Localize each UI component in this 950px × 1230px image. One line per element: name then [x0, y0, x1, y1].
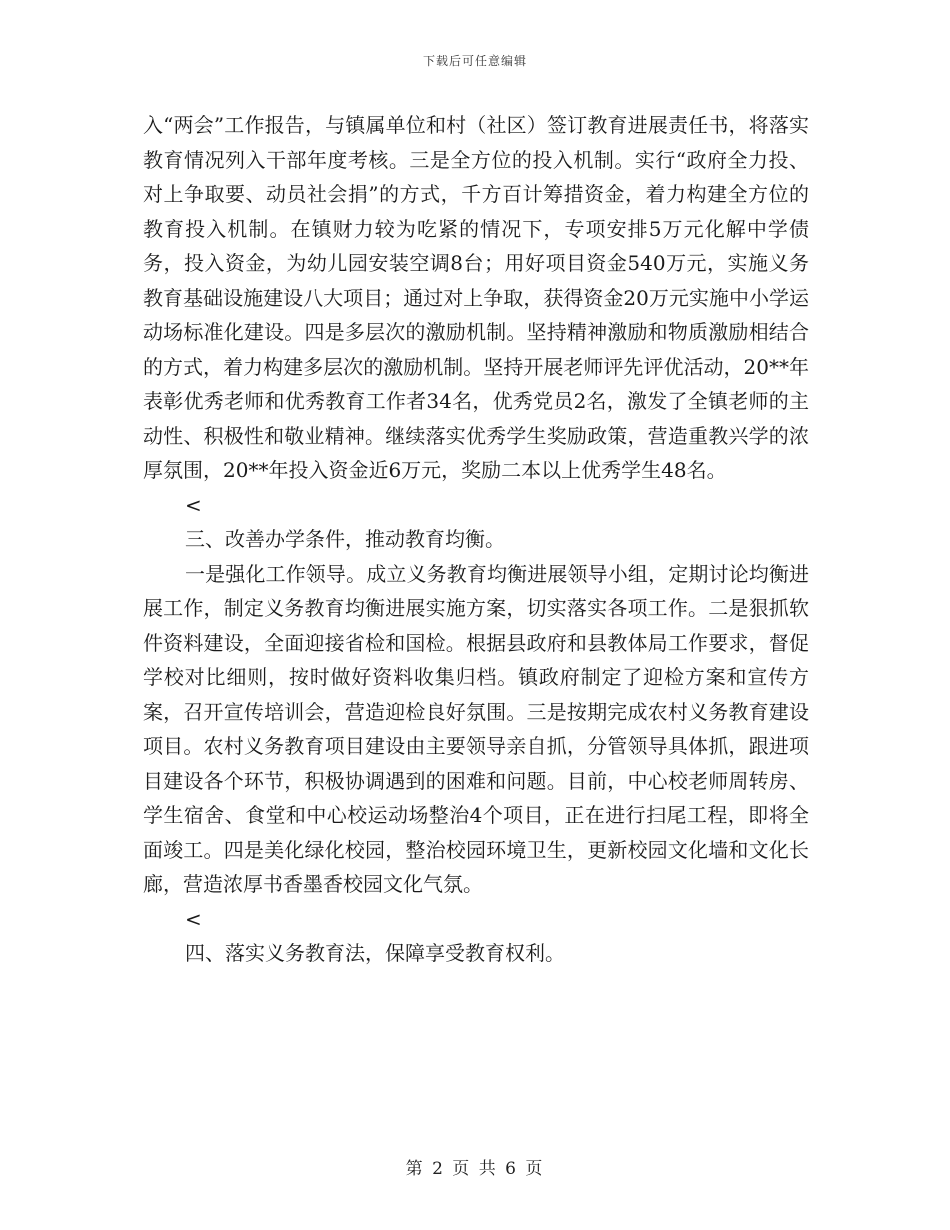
- document-body: [143, 108, 809, 971]
- page-footer: 第 2 页 共 6 页: [405, 1159, 545, 1179]
- body-paragraph-1: 入“两会”工作报告，与镇属单位和村（社区）签订教育进展责任书，将落实教育情况列入干部年度考核。三是全方位的投入机制。实行“政府全力投、对上争取要、动员社会捐”的方式，千方百计筹措资金，着力构建全方位的教育投入机制。在镇财力较为吃紧的情况下，专项安排5万元化解中学债务，投入资金，为幼儿园安装空调8台；用好项目资金540万元，实施义务教育基础设施建设八大项目；通过对上争取，获得资金20万元实施中小学运动场标准化建设。四是多层次的激励机制。坚持精神激励和物质激励相结合的方式，着力构建多层次的激励机制。坚持开展老师评先评优活动，20**年表彰优秀老师和优秀教育工作者34名，优秀党员2名，激发了全镇老师的主动性、积极性和敬业精神。继续落实优秀学生奖励政策，营造重教兴学的浓厚氛围，20**年投入资金近6万元，奖励二本以上优秀学生48名。: [143, 113, 809, 482]
- body-paragraph-2: 一是强化工作领导。成立义务教育均衡进展领导小组，定期讨论均衡进展工作，制定义务教育均衡进展实施方案，切实落实各项工作。二是狠抓软件资料建设，全面迎接省检和国检。根据县政府和县教体局工作要求，督促学校对比细则，按时做好资料收集归档。镇政府制定了迎检方案和宣传方案，召开宣传培训会，营造迎检良好氛围。三是按期完成农村义务教育建设项目。农村义务教育项目建设由主要领导亲自抓，分管领导具体抓，跟进项目建设各个环节，积极协调遇到的困难和问题。目前，中心校老师周转房、学生宿舍、食堂和中心校运动场整治4个项目，正在进行扫尾工程，即将全面竣工。四是美化绿化校园，整治校园环境卫生，更新校园文化墙和文化长廊，营造浓厚书香墨香校园文化气氛。: [143, 561, 809, 896]
- section-heading-4: 四、落实义务教育法，保障享受教育权利。: [185, 941, 565, 965]
- section-heading-3: 三、改善办学条件，推动教育均衡。: [185, 527, 505, 551]
- list-marker-2: <: [185, 906, 202, 931]
- list-marker-1: <: [185, 492, 202, 517]
- page-header: 下载后可任意编辑: [422, 54, 527, 68]
